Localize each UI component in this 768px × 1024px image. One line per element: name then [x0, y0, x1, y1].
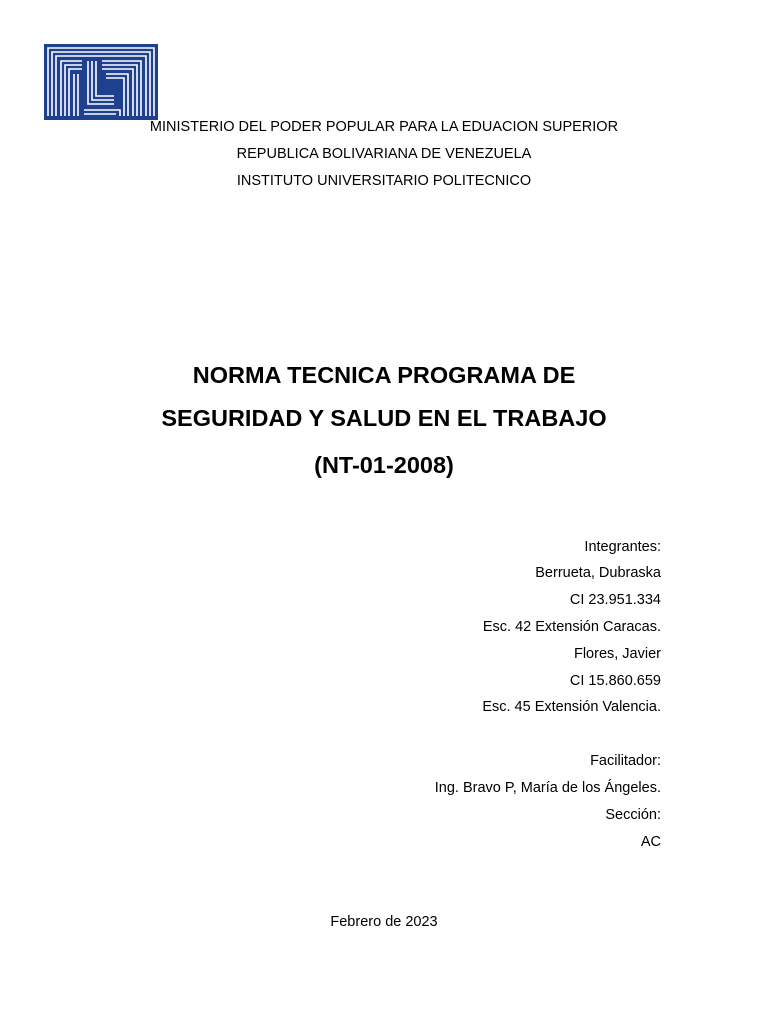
members-label: Integrantes:: [584, 539, 661, 555]
facilitator-name: Ing. Bravo P, María de los Ángeles.: [434, 780, 661, 796]
member-1-name: Berrueta, Dubraska: [535, 565, 661, 581]
institute-heading: INSTITUTO UNIVERSITARIO POLITECNICO: [236, 173, 532, 189]
document-title-line-2: SEGURIDAD Y SALUD EN EL TRABAJO: [161, 405, 607, 431]
member-1-school: Esc. 42 Extensión Caracas.: [482, 619, 661, 635]
member-1-ci: CI 23.951.334: [569, 592, 661, 608]
member-2-school: Esc. 45 Extensión Valencia.: [482, 699, 661, 715]
section-label: Sección:: [605, 807, 661, 823]
country-heading: REPUBLICA BOLIVARIANA DE VENEZUELA: [236, 146, 532, 162]
ministry-heading: MINISTERIO DEL PODER POPULAR PARA LA EDUACION SUPERIOR: [149, 119, 619, 135]
section-value: AC: [640, 834, 661, 850]
facilitator-label: Facilitador:: [590, 753, 661, 769]
member-2-name: Flores, Javier: [573, 646, 661, 662]
document-date: Febrero de 2023: [330, 914, 438, 930]
document-title-line-1: NORMA TECNICA PROGRAMA DE: [192, 362, 576, 388]
institution-logo-icon: [44, 44, 158, 120]
document-title-line-3: (NT-01-2008): [314, 452, 454, 478]
institution-logo: [44, 44, 158, 120]
member-2-ci: CI 15.860.659: [569, 673, 661, 689]
